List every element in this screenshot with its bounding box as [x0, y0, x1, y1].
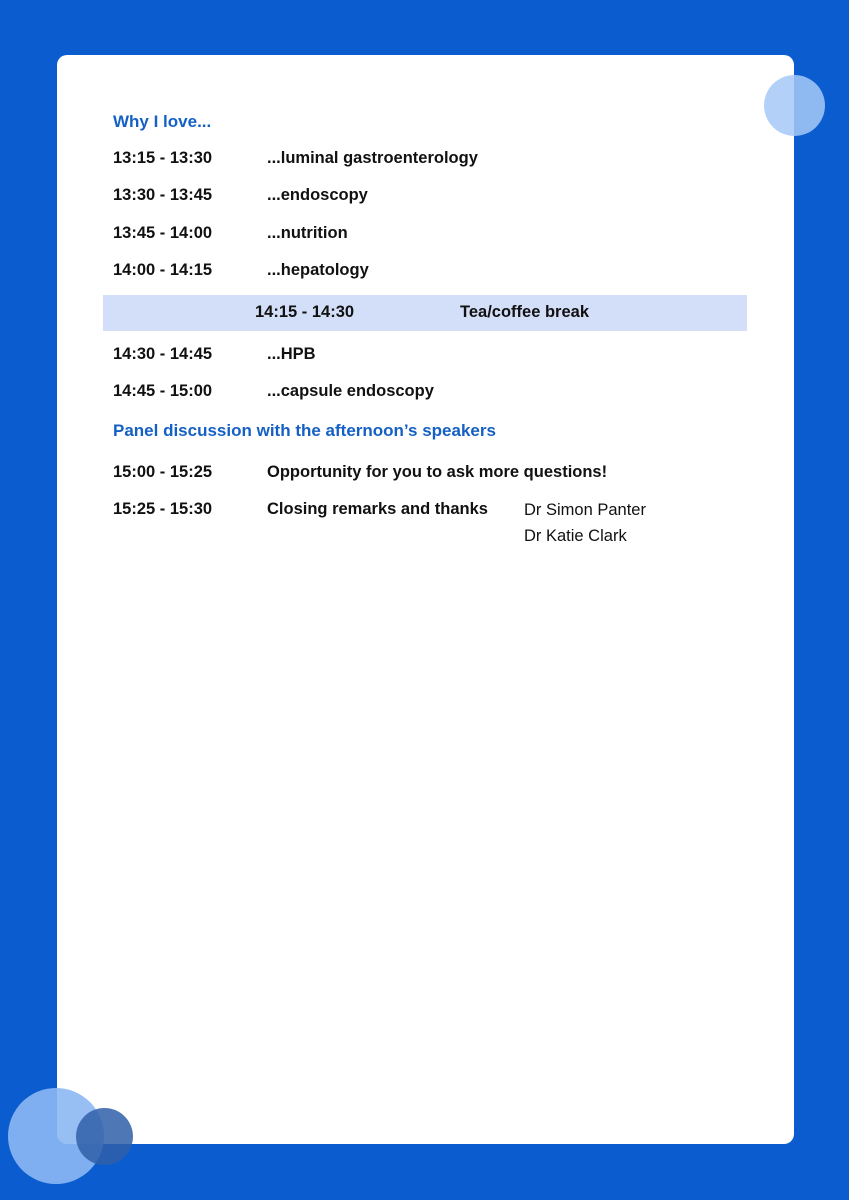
schedule-row	[113, 261, 753, 283]
speaker-name: Dr Simon Panter	[524, 501, 646, 519]
schedule-row	[113, 463, 753, 485]
break-title: Tea/coffee break	[460, 303, 590, 321]
schedule-row	[113, 345, 753, 367]
session-time: 14:30 - 14:45	[113, 345, 213, 363]
speaker-list	[524, 497, 646, 549]
schedule-row	[113, 500, 753, 545]
schedule-row	[113, 186, 753, 208]
schedule-row	[113, 224, 753, 246]
session-title: ...hepatology	[267, 261, 369, 279]
session-title: ...endoscopy	[267, 186, 368, 204]
section-heading-panel: Panel discussion with the afternoon’s speakers	[113, 421, 496, 440]
session-title: ...HPB	[267, 345, 316, 363]
page-card	[57, 55, 794, 1144]
session-title: ...luminal gastroenterology	[267, 149, 478, 167]
session-time: 13:30 - 13:45	[113, 186, 213, 204]
session-time: 13:15 - 13:30	[113, 149, 213, 167]
session-time: 15:00 - 15:25	[113, 463, 213, 481]
speaker-name: Dr Katie Clark	[524, 527, 627, 545]
session-time: 13:45 - 14:00	[113, 224, 213, 242]
session-title: Opportunity for you to ask more questions!	[267, 463, 608, 481]
decor-circle-top-right	[764, 75, 825, 136]
schedule-row	[113, 382, 753, 404]
schedule-row	[113, 149, 753, 171]
session-time: 15:25 - 15:30	[113, 500, 213, 518]
session-title: ...capsule endoscopy	[267, 382, 434, 400]
break-time: 14:15 - 14:30	[255, 303, 355, 321]
section-heading-why-i-love: Why I love...	[113, 112, 212, 131]
decor-circle-bottom-left-small	[76, 1108, 133, 1165]
session-time: 14:45 - 15:00	[113, 382, 213, 400]
session-time: 14:00 - 14:15	[113, 261, 213, 279]
break-band	[103, 295, 747, 331]
session-title: Closing remarks and thanks	[267, 500, 488, 518]
session-title: ...nutrition	[267, 224, 348, 242]
